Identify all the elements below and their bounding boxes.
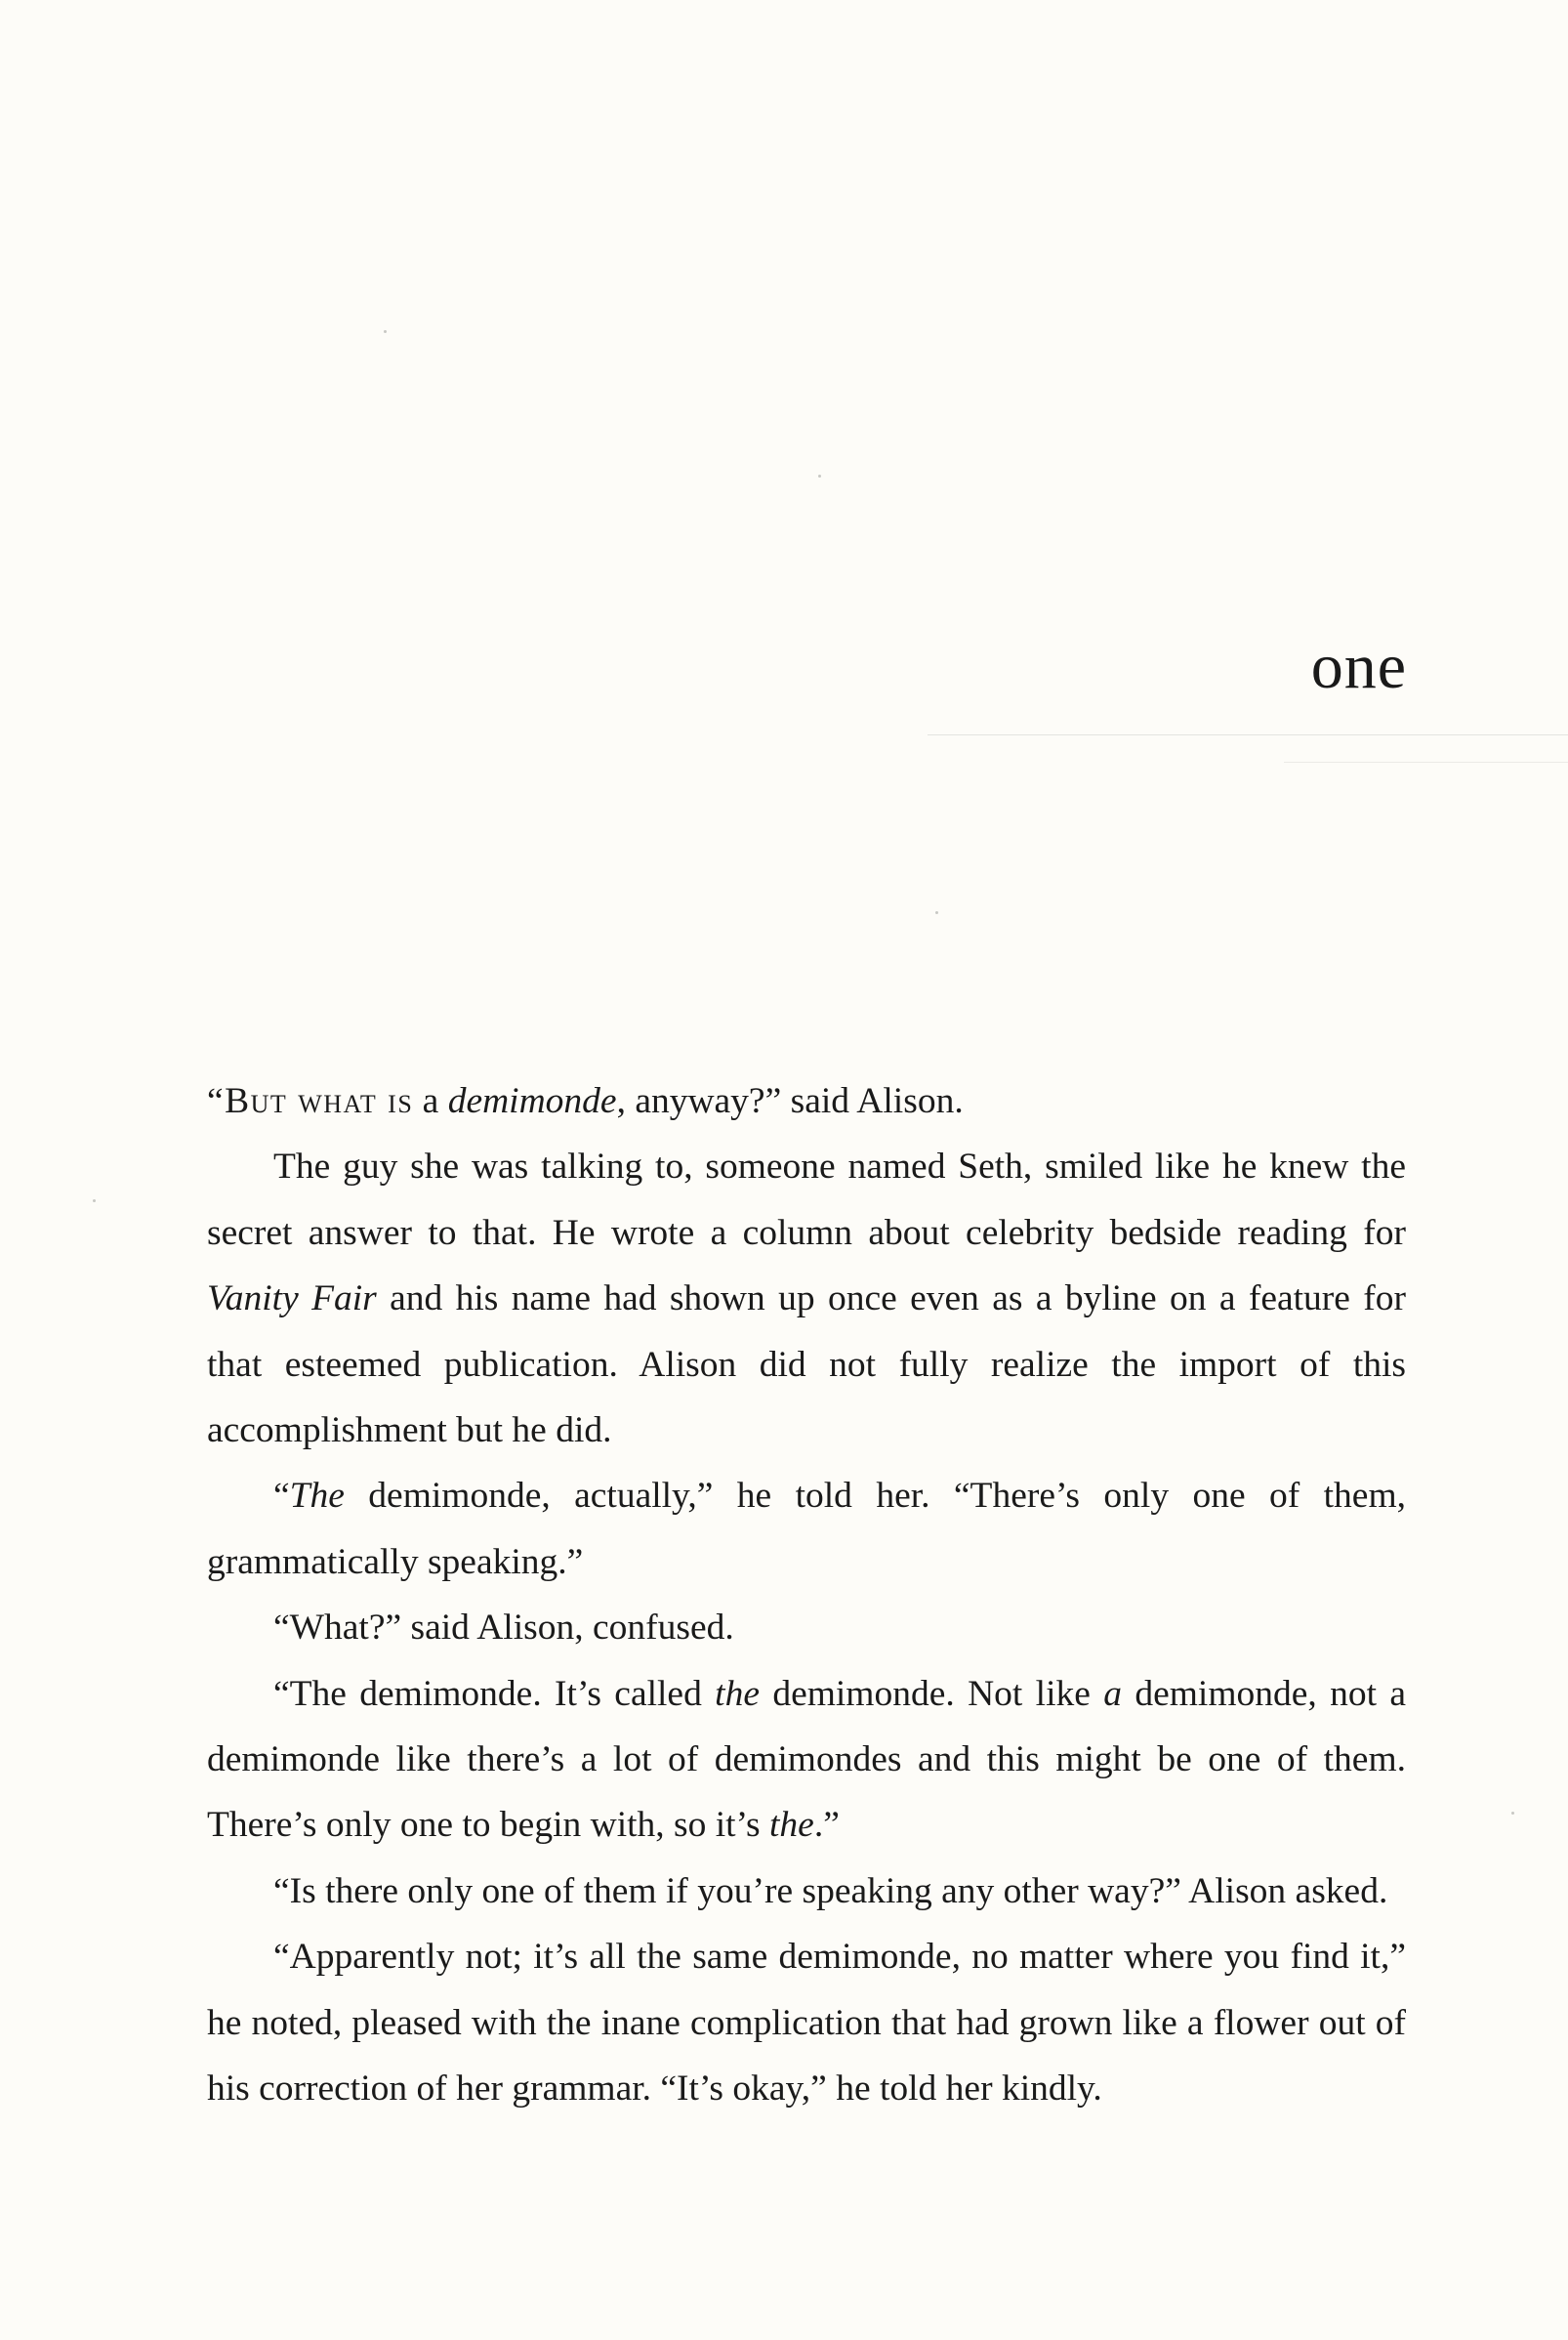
text-run: and his name had shown up once even as a byline on a feature for that esteemed publication. Alison did not fully realize the import of this accomplishment but he did. <box>207 1278 1406 1451</box>
italic-text: Vanity Fair <box>207 1278 377 1319</box>
text-run: demimonde, actually,” he told her. “There’s only one of them, grammatically speaking.” <box>207 1476 1406 1582</box>
print-speck <box>818 475 821 478</box>
text-run: .” <box>813 1805 840 1846</box>
print-speck <box>935 911 938 914</box>
italic-text: demimonde <box>447 1081 617 1121</box>
opening-small-caps: “But what is <box>207 1081 414 1121</box>
text-run: “Apparently not; it’s all the same demimonde, no matter where you find it,” he noted, pleased with the inane complication that had grown like a flower out of his correction of her grammar. “It’s okay,” he told her kindly. <box>207 1937 1406 2110</box>
text-run: “What?” said Alison, confused. <box>273 1608 734 1649</box>
chapter-title-rule <box>928 734 1568 735</box>
paragraph <box>207 1859 1406 1924</box>
text-run: demimonde. Not like <box>759 1673 1104 1714</box>
text-run: a <box>413 1081 448 1121</box>
italic-text: a <box>1103 1673 1122 1714</box>
print-speck <box>93 1199 96 1202</box>
chapter-title-rule-secondary <box>1284 762 1568 763</box>
text-run: “ <box>273 1476 290 1517</box>
paragraph <box>207 1924 1406 2121</box>
body-text <box>207 1068 1406 2122</box>
paragraph <box>207 1661 1406 1859</box>
paragraph <box>207 1068 1406 1134</box>
text-run: , anyway?” said Alison. <box>616 1081 964 1121</box>
italic-text: The <box>289 1476 345 1517</box>
paragraph <box>207 1134 1406 1463</box>
print-speck <box>1511 1812 1514 1815</box>
text-run: demimonde, not a demimonde like there’s a lot of demimondes and this might be one of them. There’s only one to begin with, so it’s <box>207 1673 1406 1846</box>
text-run: The guy she was talking to, someone named Seth, smiled like he knew the secret answer to that. He wrote a column about celebrity bedside reading for <box>207 1147 1406 1253</box>
text-run: “The demimonde. It’s called <box>273 1673 716 1714</box>
print-speck <box>384 330 387 333</box>
italic-text: the <box>768 1805 814 1846</box>
text-run: “Is there only one of them if you’re speaking any other way?” Alison asked. <box>273 1870 1388 1911</box>
paragraph <box>207 1595 1406 1660</box>
paragraph <box>207 1463 1406 1595</box>
italic-text: the <box>715 1673 760 1714</box>
chapter-title: one <box>1310 631 1407 702</box>
